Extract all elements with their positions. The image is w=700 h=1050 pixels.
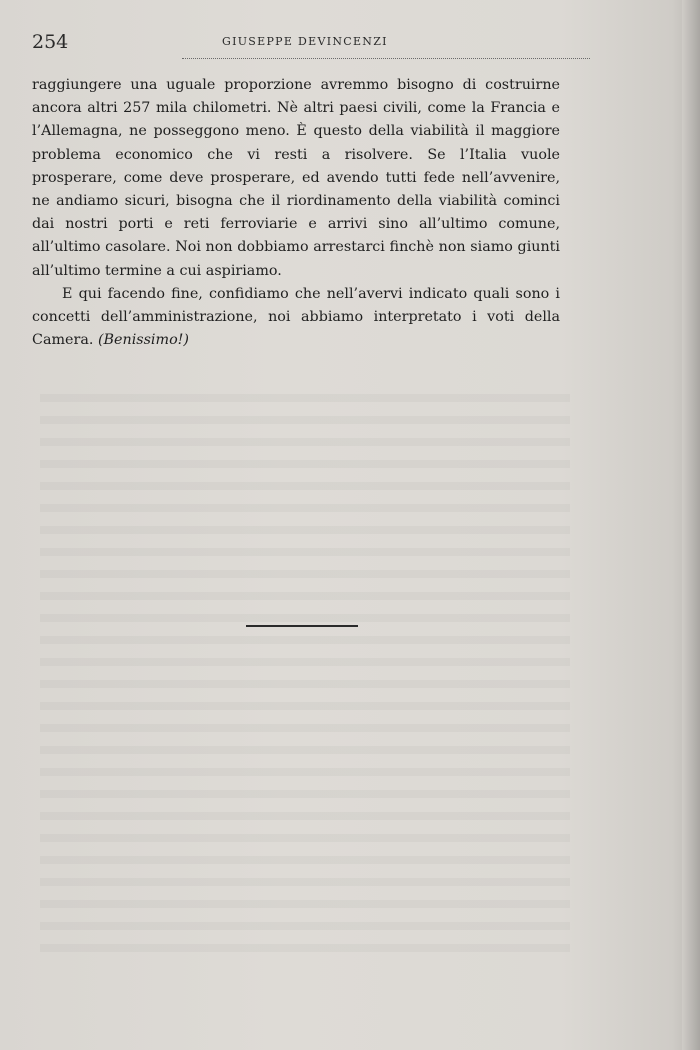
section-end-rule [246, 625, 358, 627]
body-text [32, 74, 560, 352]
paragraph-2 [32, 283, 560, 353]
applause-note: (Benissimo!) [97, 332, 189, 349]
show-through-texture [40, 380, 570, 960]
page-header [32, 30, 560, 60]
header-rule [182, 58, 590, 59]
paragraph-2-text: E qui facendo fine, confidiamo che nell’avervi indicato quali sono i concetti dell’amministrazione, noi abbiamo interpretato i voti della Camera. [32, 285, 560, 349]
page-number: 254 [32, 31, 69, 53]
paragraph-1: raggiungere una uguale proporzione avremmo bisogno di costruirne ancora altri 257 mila chilometri. Nè altri paesi civili, come la Francia e l’Allemagna, ne posseggono meno. È questo della viabilità il maggiore problema economico che vi resti a risolvere. Se l’Italia vuole prosperare, come deve prosperare, ed avendo tutti fede nell’avvenire, ne andiamo sicuri, bisogna che il riordinamento della viabilità cominci dai nostri porti e reti ferroviarie e arrivi sino all’ultimo comune, all’ultimo casolare. Noi non dobbiamo arrestarci finchè non siamo giunti all’ultimo termine a cui aspiriamo. [32, 77, 560, 279]
page-edge-shadow [682, 0, 700, 1050]
running-head: GIUSEPPE DEVINCENZI [222, 35, 388, 48]
